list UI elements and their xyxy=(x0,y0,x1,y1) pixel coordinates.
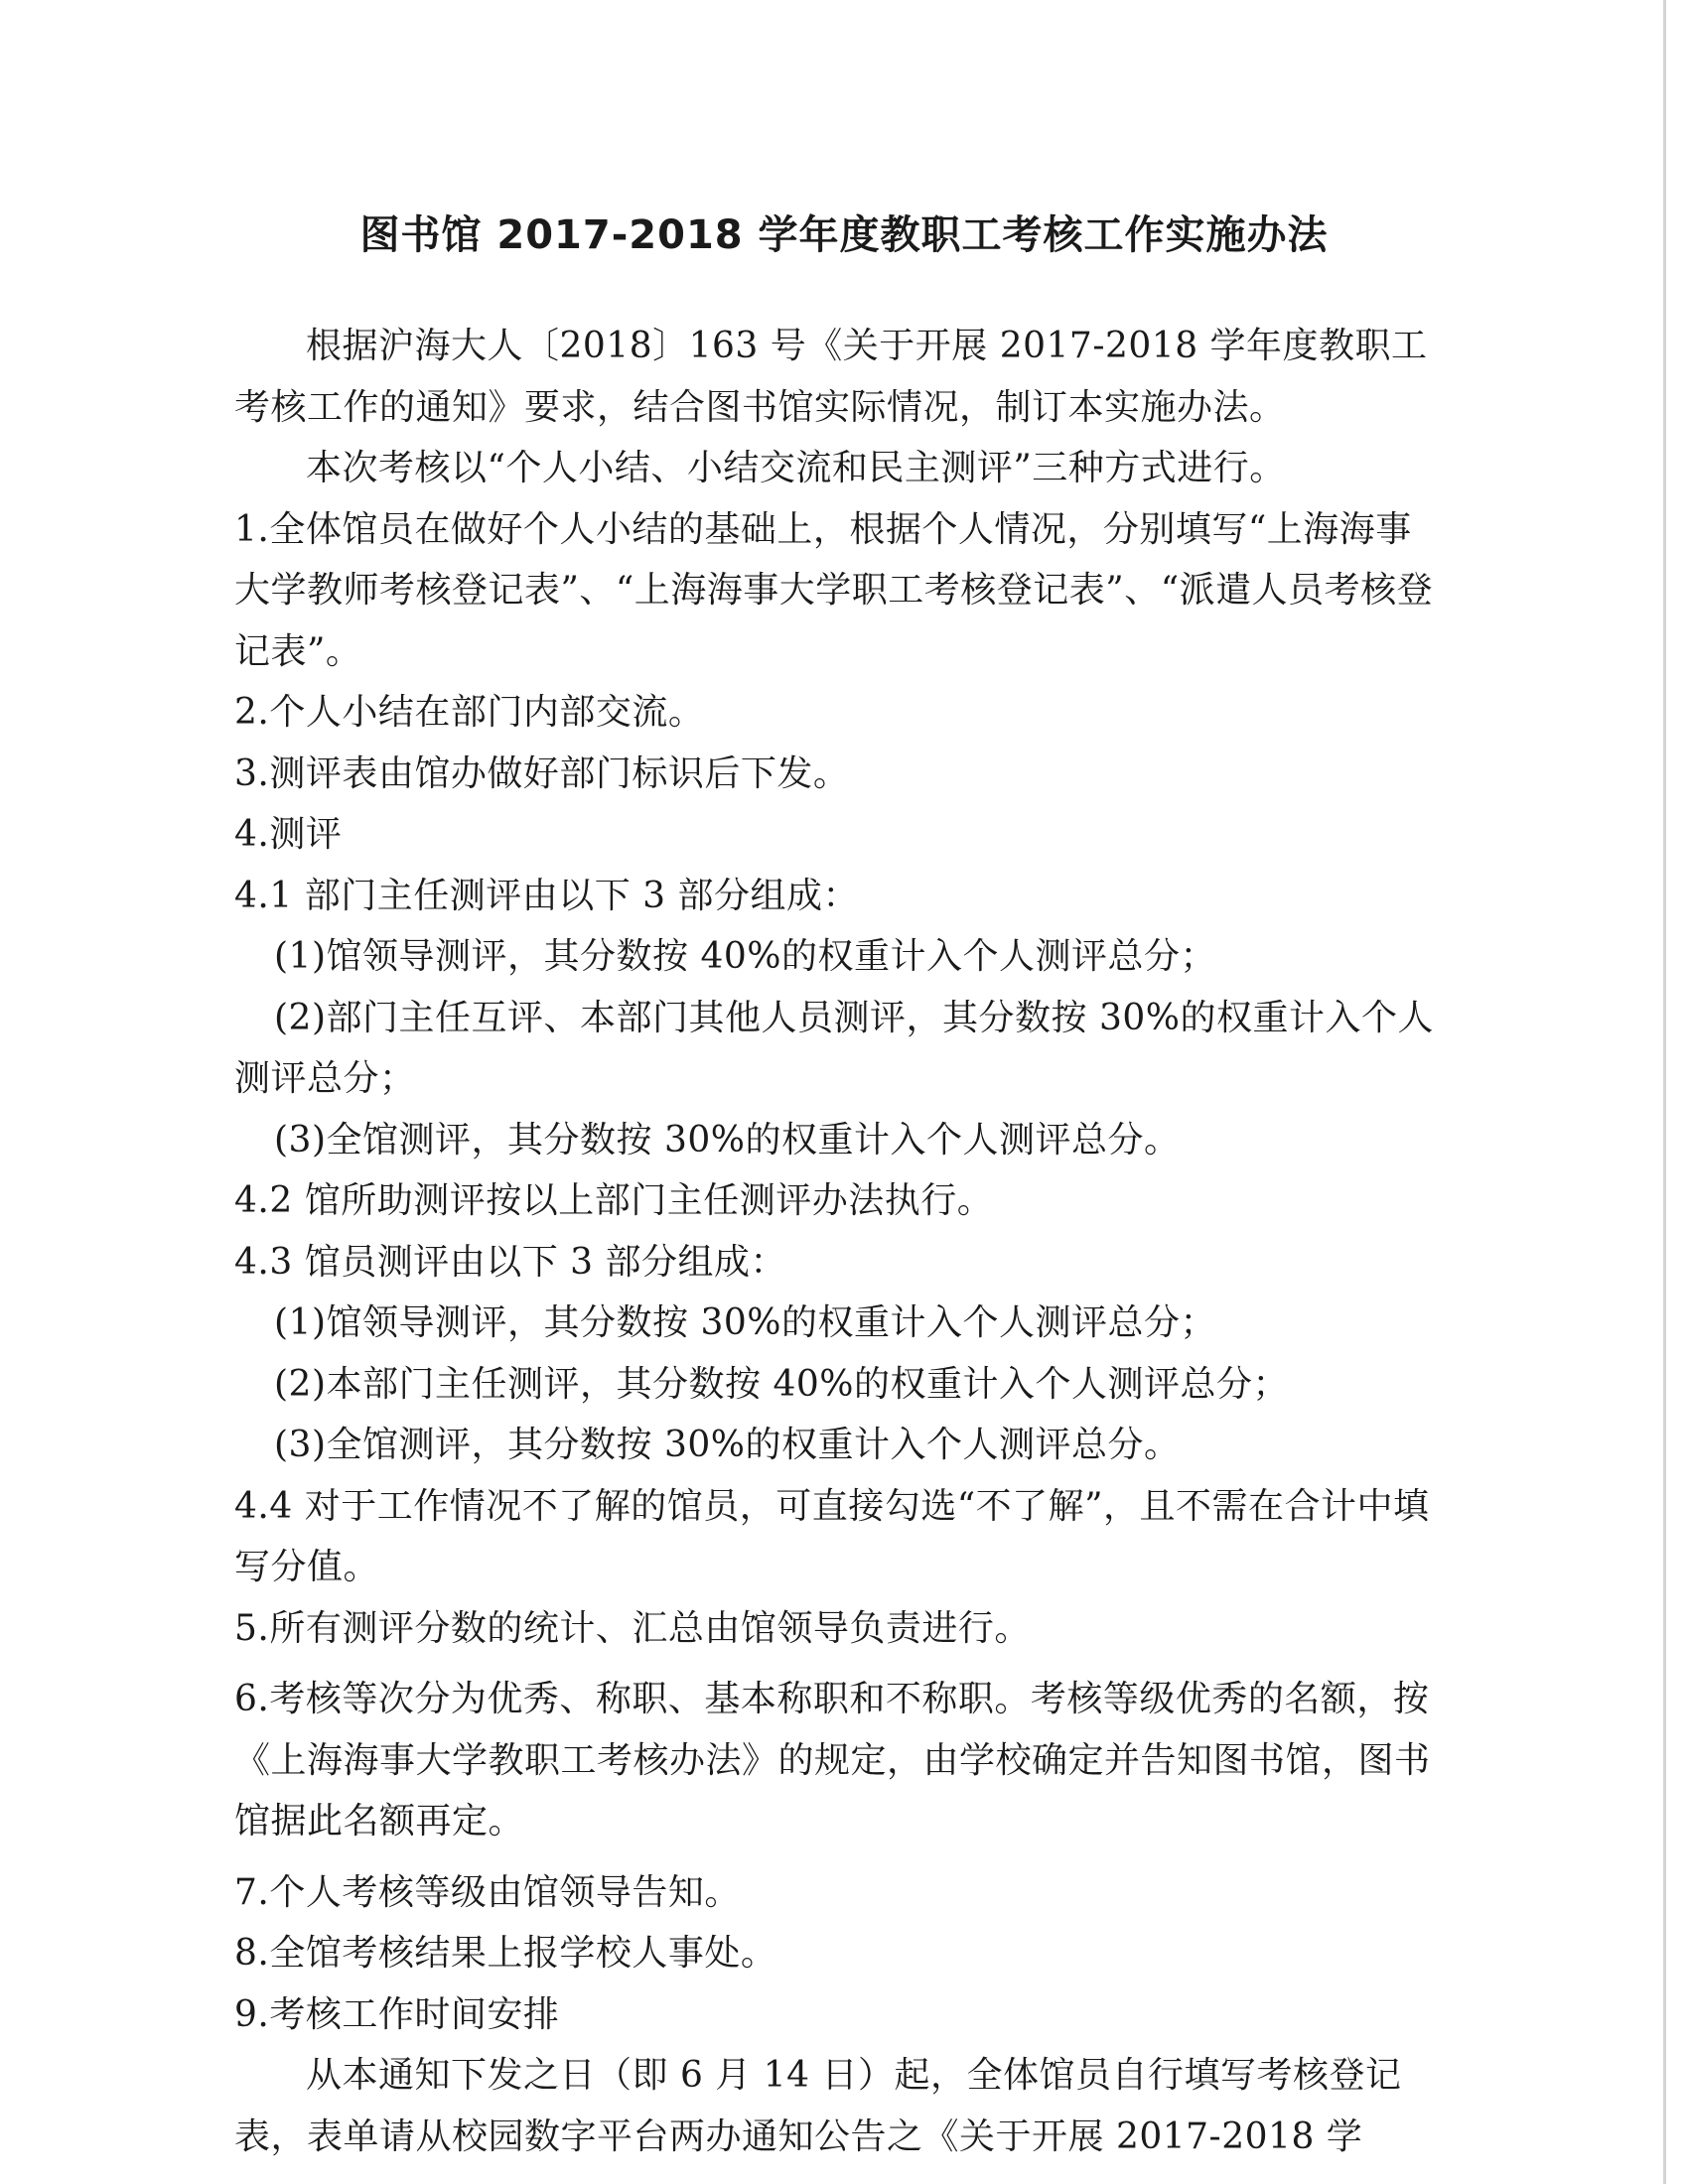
item-4-1: 4.1 部门主任测评由以下 3 部分组成： xyxy=(234,875,859,916)
item-4-3-sub-2: (2)本部门主任测评，其分数按 40%的权重计入个人测评总分； xyxy=(274,1363,1289,1405)
document-title: 图书馆 2017-2018 学年度教职工考核工作实施办法 xyxy=(359,212,1329,258)
item-4-3: 4.3 馆员测评由以下 3 部分组成： xyxy=(234,1241,786,1283)
item-4-1-sub-3: (3)全馆测评，其分数按 30%的权重计入个人测评总分。 xyxy=(274,1119,1181,1160)
item-7: 7.个人考核等级由馆领导告知。 xyxy=(234,1871,741,1913)
item-4-4: 4.4 对于工作情况不了解的馆员，可直接勾选“不了解”，且不需在合计中填写分值。 xyxy=(234,1485,1430,1587)
item-2: 2.个人小结在部门内部交流。 xyxy=(234,692,705,733)
item-4-3-sub-3: (3)全馆测评，其分数按 30%的权重计入个人测评总分。 xyxy=(274,1425,1181,1465)
item-4-3-sub-1: (1)馆领导测评，其分数按 30%的权重计入个人测评总分； xyxy=(274,1302,1216,1343)
item-4-1-sub-1: (1)馆领导测评，其分数按 40%的权重计入个人测评总分； xyxy=(274,936,1216,977)
schedule-paragraph: 从本通知下发之日（即 6 月 14 日）起，全体馆员自行填写考核登记表，表单请从校园数字平台两办通知公告之《关于开展 2017-2018 学 xyxy=(234,2055,1402,2157)
item-9: 9.考核工作时间安排 xyxy=(234,1993,560,2035)
method-paragraph: 本次考核以“个人小结、小结交流和民主测评”三种方式进行。 xyxy=(306,448,1286,488)
item-4-1-sub-2: (2)部门主任互评、本部门其他人员测评，其分数按 30%的权重计入个人测评总分； xyxy=(234,997,1434,1099)
item-6: 6.考核等次分为优秀、称职、基本称职和不称职。考核等级优秀的名额，按《上海海事大学教职工考核办法》的规定，由学校确定并告知图书馆，图书馆据此名额再定。 xyxy=(234,1679,1431,1842)
intro-paragraph: 根据沪海大人〔2018〕163 号《关于开展 2017-2018 学年度教职工考核工作的通知》要求，结合图书馆实际情况，制订本实施办法。 xyxy=(234,326,1428,428)
item-5: 5.所有测评分数的统计、汇总由馆领导负责进行。 xyxy=(234,1607,1031,1649)
item-4-2: 4.2 馆所助测评按以上部门主任测评办法执行。 xyxy=(234,1180,994,1221)
document-body xyxy=(234,316,1434,2167)
item-8: 8.全馆考核结果上报学校人事处。 xyxy=(234,1933,777,1974)
item-3: 3.测评表由馆办做好部门标识后下发。 xyxy=(234,752,850,794)
item-4-heading: 4.测评 xyxy=(234,814,343,855)
item-1: 1.全体馆员在做好个人小结的基础上，根据个人情况，分别填写“上海海事大学教师考核登记表”、“上海海事大学职工考核登记表”、“派遣人员考核登记表”。 xyxy=(234,508,1434,672)
